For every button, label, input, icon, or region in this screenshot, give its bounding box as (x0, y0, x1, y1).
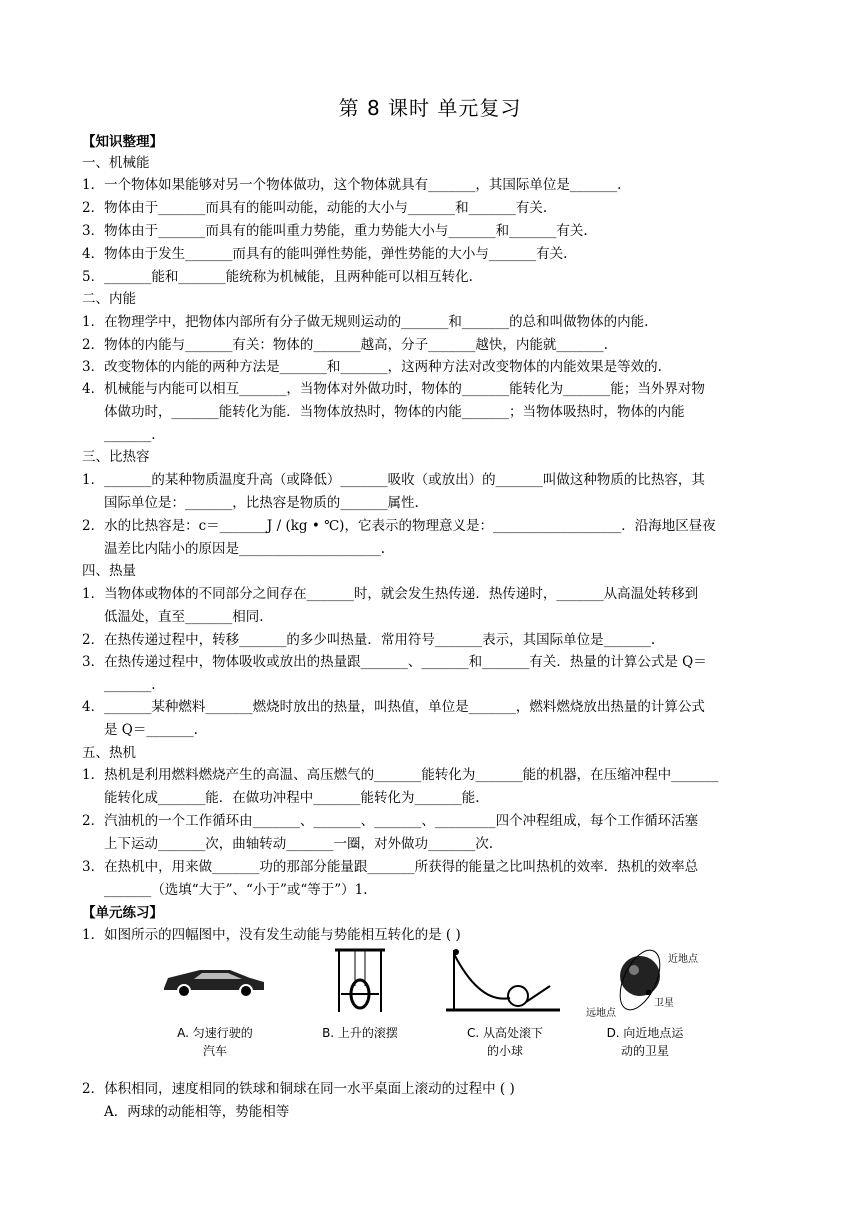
question-line: 5．_______能和_______能统称为机械能，且两种能可以相互转化. (82, 269, 473, 285)
question-line: 3．在热传递过程中，物体吸收或放出的热量跟_______、_______和_______有关．热量的计算公式是 Q＝ (82, 654, 707, 670)
question-line: 4．物体由于发生_______而具有的能叫弹性势能，弹性势能的大小与_______有关. (82, 246, 568, 262)
question-line: 国际单位是：_______，比热容是物质的_______属性. (104, 495, 419, 511)
question-line: 上下运动_______次，曲轴转动_______一圈，对外做功_______次. (104, 836, 494, 852)
apogee-label: 远地点 (586, 1008, 616, 1019)
figure-caption: B. 上升的滚摆 (322, 1026, 398, 1040)
question-line: 4．机械能与内能可以相互_______，当物体对外做功时，物体的_______能转化为_______能；当外界对物 (82, 381, 705, 397)
question-line: 1．一个物体如果能够对另一个物体做功，这个物体就具有_______，其国际单位是_______. (82, 177, 622, 193)
figure-d (580, 944, 710, 1066)
question-line: 1．如图所示的四幅图中，没有发生动能与势能相互转化的是 ( ) (82, 927, 461, 943)
perigee-label: 近地点 (668, 954, 698, 965)
question-line: 能转化成_______能．在做功冲程中_______能转化为_______能. (104, 790, 480, 806)
question-line: _______（选填“大于”、“小于”或“等于”）1. (104, 882, 368, 898)
question-line: _______. (104, 427, 156, 443)
figure-a (150, 944, 280, 1066)
question-line: 3．物体由于_______而具有的能叫重力势能，重力势能大小与_______和_______有关. (82, 223, 588, 239)
question-line: 4．_______某种燃料_______燃烧时放出的热量，叫热值，单位是_______，燃料燃烧放出热量的计算公式 (82, 699, 705, 715)
question-line: 2．汽油机的一个工作循环由_______、_______、_______、_________四个冲程组成，每个工作循环活塞 (82, 813, 699, 829)
satellite-label: 卫星 (654, 998, 674, 1009)
page-title: 第 8 课时 单元复习 (338, 96, 522, 120)
question-line: _______. (104, 677, 156, 693)
question-line: 1．热机是利用燃料燃烧产生的高温、高压燃气的_______能转化为_______能的机器，在压缩冲程中_______ (82, 767, 719, 783)
question-line: 是 Q＝_______. (104, 722, 198, 738)
section-title: 四、热量 (82, 563, 136, 579)
question-figures (150, 944, 710, 1066)
rolling-pendulum-icon (295, 944, 425, 1014)
section-title: 一、机械能 (82, 155, 150, 171)
figure-caption: C. 从高处滚下 的小球 (466, 1026, 543, 1058)
section-heading: 【知识整理】 (82, 134, 163, 150)
question-line: 1．_______的某种物质温度升高（或降低）_______吸收（或放出）的_______叫做这种物质的比热容，其 (82, 472, 705, 488)
ball-track-icon (440, 944, 570, 1014)
figure-b (295, 944, 425, 1066)
question-line: 2．在热传递过程中，转移_______的多少叫热量．常用符号_______表示，其国际单位是_______. (82, 632, 656, 648)
question-line: 2．体积相同，速度相同的铁球和铜球在同一水平桌面上滚动的过程中 ( ) (82, 1081, 515, 1097)
question-line: 2．物体由于_______而具有的能叫动能，动能的大小与_______和_______有关. (82, 200, 548, 216)
section-title: 二、内能 (82, 291, 136, 307)
question-line: 2．水的比热容是：c＝_______J / (kg • ℃)，它表示的物理意义是：___________________．沿海地区昼夜 (82, 518, 716, 534)
figure-caption: D. 向近地点运 动的卫星 (606, 1026, 684, 1058)
question-line: 温差比内陆小的原因是_____________________. (104, 541, 386, 557)
question-line: 2．物体的内能与_______有关：物体的_______越高，分子_______越快，内能就_______. (82, 337, 608, 353)
question-line: 低温处，直至_______相同. (104, 609, 264, 625)
question-line: 1．在物理学中，把物体内部所有分子做无规则运动的_______和_______的总和叫做物体的内能. (82, 314, 649, 330)
figure-caption: A. 匀速行驶的 汽车 (177, 1026, 253, 1058)
answer-option: A．两球的动能相等，势能相等 (104, 1104, 290, 1120)
figure-c (440, 944, 570, 1066)
question-line: 体做功时，_______能转化为能．当物体放热时，物体的内能_______；当物体吸热时，物体的内能 (104, 404, 685, 420)
section-title: 五、热机 (82, 745, 136, 761)
section-title: 三、比热容 (82, 449, 150, 465)
question-line: 3．改变物体的内能的两种方法是_______和_______，这两种方法对改变物体的内能效果是等效的. (82, 359, 662, 375)
car-icon (150, 944, 280, 1014)
question-line: 1．当物体或物体的不同部分之间存在_______时，就会发生热传递．热传递时，_______从高温处转移到 (82, 586, 699, 602)
section-heading: 【单元练习】 (82, 905, 163, 921)
question-line: 3．在热机中，用来做_______功的那部分能量跟_______所获得的能量之比叫热机的效率．热机的效率总 (82, 859, 699, 875)
